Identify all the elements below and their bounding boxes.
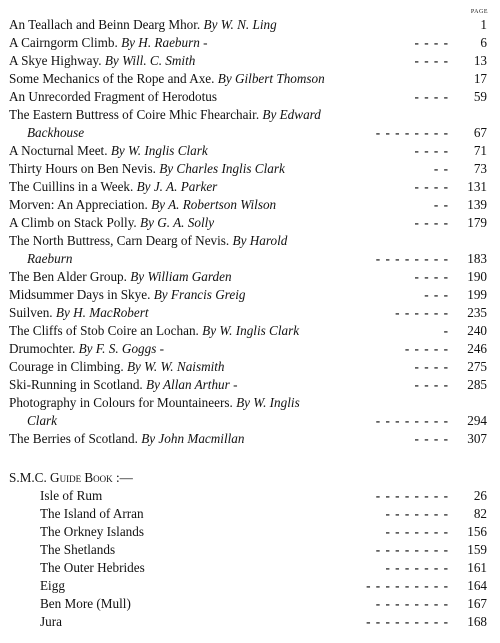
entry-author: By Gilbert Thomson (217, 71, 325, 86)
entry-text (9, 268, 415, 286)
entry-text (9, 178, 415, 196)
leader-dashes: - - - - (414, 359, 449, 374)
entry-title: A Cairngorm Climb. (9, 35, 118, 50)
contents-entry (9, 268, 487, 286)
entry-page-number: 285 (467, 377, 487, 392)
entry-text (9, 70, 449, 88)
leader-dashes: - - - - - - - - - (366, 614, 449, 629)
entry-author: By F. S. Goggs - (78, 341, 165, 356)
entry-page-number: 240 (467, 323, 487, 338)
entry-text (9, 304, 395, 322)
entry-text (9, 394, 487, 412)
entry-page-number: 1 (480, 17, 487, 32)
entry-title: Ski-Running in Scotland. (9, 377, 143, 392)
leader-dashes: - - (433, 197, 449, 212)
guide-book-entry (9, 595, 487, 613)
entry-author: By John Macmillan (141, 431, 245, 446)
contents-entry-continuation (9, 412, 487, 430)
page-column-label: PAGE (470, 9, 488, 15)
contents-entry (9, 430, 487, 448)
entry-title: Suilven. (9, 305, 53, 320)
entry-author: By Allan Arthur - (146, 377, 238, 392)
guide-entry-page-number: 168 (467, 614, 487, 629)
leader-dashes: - - - - - - - - (375, 251, 449, 266)
entry-author: By H. MacRobert (55, 305, 149, 320)
guide-book-entry (9, 559, 487, 577)
entry-page-number: 139 (467, 197, 487, 212)
entry-title: Midsummer Days in Skye. (9, 287, 151, 302)
entry-title: An Unrecorded Fragment of Herodotus (9, 89, 218, 104)
entry-text (9, 376, 415, 394)
contents-entry (9, 196, 487, 214)
leader-dashes: - - - - - - - - (375, 413, 449, 428)
entry-page-number: 199 (467, 287, 487, 302)
contents-entry (9, 16, 487, 34)
guide-entry-title: Isle of Rum (40, 488, 103, 503)
guide-entry-page-number: 159 (467, 542, 487, 557)
leader-dashes: - - - - - - - (385, 560, 449, 575)
guide-entry-page-number: 156 (467, 524, 487, 539)
entry-author: By W. N. Ling (203, 17, 277, 32)
leader-dashes: - - - - - - - - (375, 488, 449, 503)
entry-author: By Will. C. Smith (104, 53, 196, 68)
leader-dashes: - - - - (414, 89, 449, 104)
entry-page-number: 131 (467, 179, 487, 194)
contents-entry (9, 376, 487, 394)
entry-text (9, 106, 487, 124)
contents-entry (9, 358, 487, 376)
entry-title: The Ben Alder Group. (9, 269, 127, 284)
table-of-contents (9, 16, 487, 631)
guide-book-entry (9, 541, 487, 559)
entry-title: The North Buttress, Carn Dearg of Nevis. (9, 233, 230, 248)
entry-title: Drumochter. (9, 341, 76, 356)
entry-title: Photography in Colours for Mountaineers. (9, 395, 233, 410)
entry-title: A Nocturnal Meet. (9, 143, 108, 158)
leader-dashes: - - - - - - - - (375, 596, 449, 611)
contents-list (9, 16, 487, 448)
entry-text (9, 286, 424, 304)
guide-book-entry (9, 523, 487, 541)
leader-dashes: - - - - - - - - (375, 125, 449, 140)
guide-book-entry (9, 613, 487, 631)
leader-dashes: - - - - (414, 143, 449, 158)
leader-dashes: - - - - (414, 377, 449, 392)
entry-text (9, 124, 376, 142)
guide-book-heading (9, 469, 487, 487)
entry-author: By Charles Inglis Clark (159, 161, 285, 176)
leader-dashes: - - - - (414, 215, 449, 230)
entry-page-number: 73 (473, 161, 487, 176)
entry-page-number: 275 (467, 359, 487, 374)
entry-title: Morven: An Appreciation. (9, 197, 148, 212)
guide-book-entry (9, 487, 487, 505)
leader-dashes: - - - - (414, 179, 449, 194)
guide-entry-title: The Outer Hebrides (40, 560, 145, 575)
entry-title: An Teallach and Beinn Dearg Mhor. (9, 17, 201, 32)
entry-title: The Eastern Buttress of Coire Mhic Fhearchair. (9, 107, 260, 122)
entry-title: Some Mechanics of the Rope and Axe. (9, 71, 215, 86)
guide-entry-page-number: 167 (467, 596, 487, 611)
entry-author: By Edward (262, 107, 321, 122)
guide-entry-title: The Shetlands (40, 542, 116, 557)
entry-page-number: 59 (473, 89, 487, 104)
entry-page-number: 235 (467, 305, 487, 320)
entry-page-number: 294 (467, 413, 487, 428)
contents-entry (9, 286, 487, 304)
contents-entry (9, 70, 487, 88)
contents-entry (9, 106, 487, 124)
guide-entry-title: The Orkney Islands (40, 524, 145, 539)
entry-page-number: 190 (467, 269, 487, 284)
contents-entry (9, 142, 487, 160)
entry-author-continuation: Backhouse (27, 125, 85, 140)
entry-text (9, 232, 487, 250)
entry-author-continuation: Raeburn (27, 251, 73, 266)
entry-title: Thirty Hours on Ben Nevis. (9, 161, 156, 176)
leader-dashes: - - - (424, 287, 449, 302)
entry-page-number: 6 (480, 35, 487, 50)
entry-text (9, 34, 415, 52)
contents-entry (9, 52, 487, 70)
entry-page-number: 13 (473, 53, 487, 68)
guide-entry-page-number: 26 (473, 488, 487, 503)
entry-page-number: 307 (467, 431, 487, 446)
guide-entry-page-number: 164 (467, 578, 487, 593)
guide-entry-page-number: 82 (473, 506, 487, 521)
contents-entry (9, 340, 487, 358)
guide-entry-page-number: 161 (467, 560, 487, 575)
entry-text (9, 142, 415, 160)
entry-author: By W. W. Naismith (126, 359, 225, 374)
entry-author: By William Garden (130, 269, 232, 284)
guide-entry-title: Eigg (40, 578, 65, 593)
leader-dashes: - - - - (414, 269, 449, 284)
entry-title: The Cliffs of Stob Coire an Lochan. (9, 323, 199, 338)
contents-entry-continuation (9, 124, 487, 142)
leader-dashes: - - - - (414, 35, 449, 50)
guide-entry-title: Ben More (Mull) (40, 596, 131, 611)
guide-book-heading-text: S.M.C. Guide Book :— (9, 470, 133, 485)
entry-text (9, 340, 405, 358)
entry-text (9, 160, 434, 178)
entry-author: By H. Raeburn - (121, 35, 208, 50)
contents-entry (9, 34, 487, 52)
entry-page-number: 179 (467, 215, 487, 230)
entry-author: By W. Inglis (236, 395, 300, 410)
entry-title: The Cuillins in a Week. (9, 179, 134, 194)
leader-dashes: - - (433, 161, 449, 176)
leader-dashes: - - - - - - - (385, 524, 449, 539)
leader-dashes: - (443, 323, 449, 338)
entry-author: By Francis Greig (153, 287, 246, 302)
guide-book-list (9, 487, 487, 631)
contents-entry (9, 88, 487, 106)
contents-entry (9, 232, 487, 250)
guide-book-entry (9, 505, 487, 523)
entry-text (9, 196, 434, 214)
entry-title: A Climb on Stack Polly. (9, 215, 137, 230)
entry-page-number: 67 (473, 125, 487, 140)
contents-entry (9, 394, 487, 412)
entry-title: Courage in Climbing. (9, 359, 124, 374)
entry-author: By J. A. Parker (136, 179, 218, 194)
guide-book-entry (9, 577, 487, 595)
entry-author-continuation: Clark (27, 413, 58, 428)
entry-text (9, 88, 415, 106)
entry-text (9, 16, 449, 34)
leader-dashes: - - - - - - - (385, 506, 449, 521)
contents-entry-continuation (9, 250, 487, 268)
leader-dashes: - - - - - - (395, 305, 449, 320)
entry-title: A Skye Highway. (9, 53, 102, 68)
entry-page-number: 17 (473, 71, 487, 86)
contents-entry (9, 160, 487, 178)
contents-entry (9, 304, 487, 322)
entry-page-number: 183 (467, 251, 487, 266)
entry-author: By G. A. Solly (140, 215, 215, 230)
leader-dashes: - - - - - - - - - (366, 578, 449, 593)
entry-text (9, 214, 415, 232)
contents-entry (9, 214, 487, 232)
leader-dashes: - - - - (414, 53, 449, 68)
entry-text (9, 250, 376, 268)
leader-dashes: - - - - (414, 431, 449, 446)
guide-entry-title: Jura (40, 614, 62, 629)
guide-entry-title: The Island of Arran (40, 506, 144, 521)
contents-entry (9, 322, 487, 340)
contents-entry (9, 178, 487, 196)
entry-author: By Harold (232, 233, 288, 248)
entry-text (9, 430, 415, 448)
entry-text (9, 322, 444, 340)
entry-title: The Berries of Scotland. (9, 431, 138, 446)
entry-page-number: 246 (467, 341, 487, 356)
entry-text (9, 412, 376, 430)
entry-author: By W. Inglis Clark (202, 323, 300, 338)
entry-page-number: 71 (473, 143, 487, 158)
leader-dashes: - - - - - (404, 341, 449, 356)
leader-dashes: - - - - - - - - (375, 542, 449, 557)
entry-author: By W. Inglis Clark (110, 143, 208, 158)
entry-author: By A. Robertson Wilson (151, 197, 277, 212)
entry-text (9, 358, 415, 376)
entry-text (9, 52, 415, 70)
